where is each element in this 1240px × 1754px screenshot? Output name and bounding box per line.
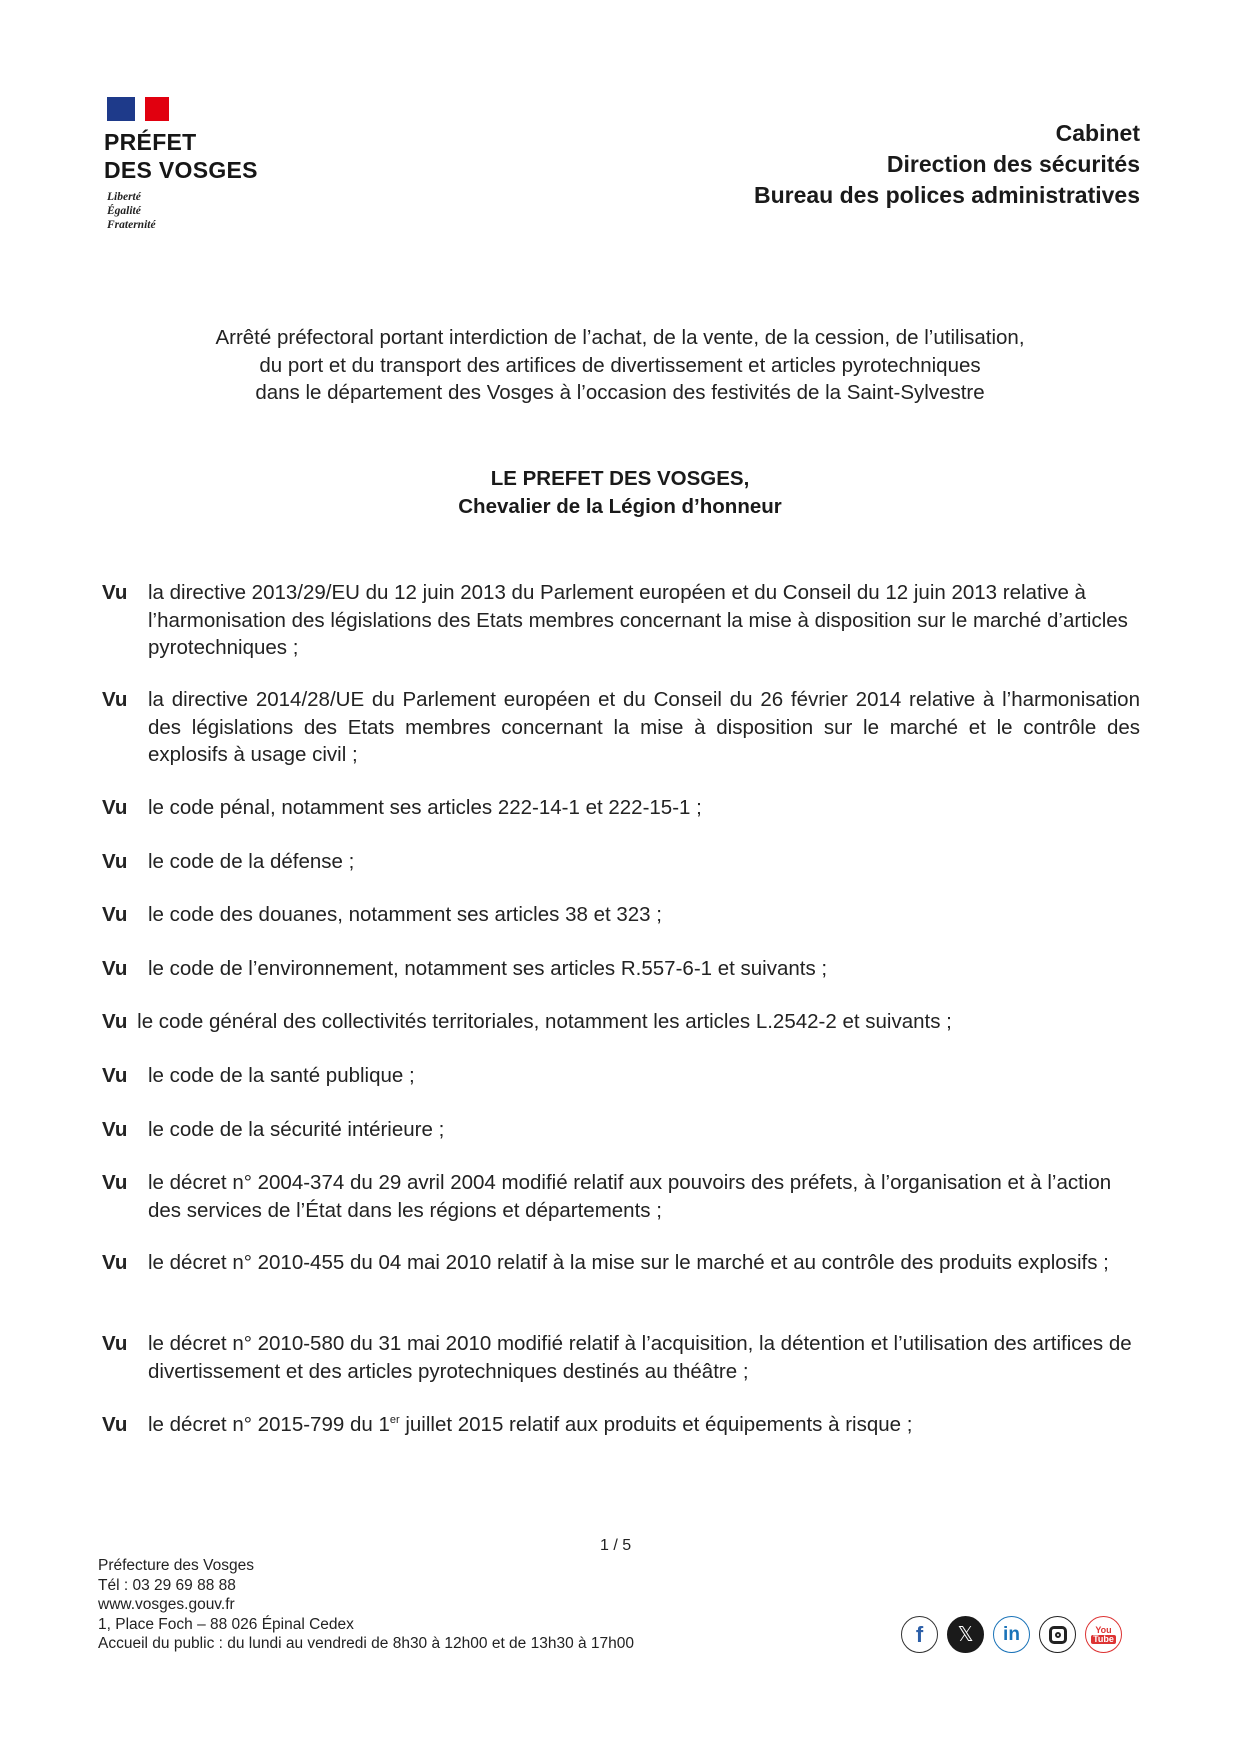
vu-label: Vu [102, 1332, 128, 1355]
consideration-item [102, 1249, 1140, 1277]
consideration-item [102, 1330, 1140, 1385]
title-line-1: Arrêté préfectoral portant interdiction de l’achat, de la vente, de la cession, de l’utilisation, [215, 326, 1025, 349]
consideration-text: le décret n° 2010-580 du 31 mai 2010 modifié relatif à l’acquisition, la détention et l’utilisation des artifices de divertissement et des articles pyrotechniques destinés au théâtre ; [148, 1332, 1132, 1383]
vu-label: Vu [102, 688, 128, 711]
vu-label: Vu [102, 796, 128, 819]
consideration-item [102, 794, 1140, 822]
linkedin-icon[interactable]: in [993, 1616, 1030, 1653]
consideration-item [102, 955, 1140, 983]
instagram-icon[interactable] [1039, 1616, 1076, 1653]
vu-label: Vu [102, 581, 128, 604]
consideration-item [102, 1116, 1140, 1144]
youtube-you: You [1095, 1624, 1112, 1635]
vu-label: Vu [102, 1064, 128, 1087]
consideration-text: la directive 2014/28/UE du Parlement européen et du Conseil du 26 février 2014 relative à l’harmonisation des législations des Etats membres concernant la mise à disposition sur le marché et le contrôle des explosifs à usage civil ; [148, 688, 1140, 766]
flag-red-band [145, 97, 169, 121]
consideration-text: le décret n° 2004-374 du 29 avril 2004 modifié relatif aux pouvoirs des préfets, à l’organisation et à l’action des services de l’État dans les régions et départements ; [148, 1171, 1112, 1222]
title-line-3: dans le département des Vosges à l’occasion des festivités de la Saint-Sylvestre [255, 381, 985, 404]
x-twitter-icon[interactable]: 𝕏 [947, 1616, 984, 1653]
consideration-text: le décret n° 2010-455 du 04 mai 2010 relatif à la mise sur le marché et au contrôle des produits explosifs ; [148, 1251, 1109, 1274]
vu-label: Vu [102, 1010, 128, 1033]
flag-white-band [135, 97, 145, 121]
consideration-item [102, 848, 1140, 876]
consideration-text [148, 1411, 1140, 1439]
consideration-item [102, 1008, 1140, 1036]
service-bureau: Bureau des polices administratives [753, 182, 1140, 208]
consideration-text-before: le décret n° 2015-799 du 1 [148, 1413, 390, 1436]
motto-fraternite: Fraternité [107, 219, 156, 231]
footer-opening-hours: Accueil du public : du lundi au vendredi de 8h30 à 12h00 et de 13h30 à 17h00 [98, 1635, 635, 1652]
flag-blue-band [107, 97, 135, 121]
service-cabinet: Cabinet [1055, 120, 1140, 146]
consideration-item [102, 1169, 1140, 1224]
consideration-item [102, 579, 1140, 662]
marianne-logo-flag-icon [107, 97, 169, 121]
issuing-service [754, 118, 1140, 211]
consideration-text: le code de la sécurité intérieure ; [148, 1118, 445, 1141]
ordinal-superscript: er [389, 1414, 400, 1427]
prefect-name: LE PREFET DES VOSGES, [490, 467, 750, 490]
consideration-text: la directive 2013/29/EU du 12 juin 2013 du Parlement européen et du Conseil du 12 juin 2013 relative à l’harmonisation des législations des Etats membres concernant la mise à disposition sur le marché d’articles pyrotechniques ; [148, 581, 1128, 659]
vu-label: Vu [102, 1251, 128, 1274]
service-direction: Direction des sécurités [886, 151, 1140, 177]
footer-website-link[interactable]: www.vosges.gouv.fr [98, 1596, 235, 1613]
consideration-item [102, 901, 1140, 929]
consideration-item [102, 686, 1140, 769]
prefect-distinction: Chevalier de la Légion d’honneur [458, 495, 782, 518]
republic-motto [107, 190, 156, 232]
prefecture-logo-title [104, 128, 258, 184]
motto-egalite: Égalité [107, 205, 141, 217]
vu-label: Vu [102, 1171, 128, 1194]
footer-office: Préfecture des Vosges [98, 1557, 254, 1574]
vu-label: Vu [102, 850, 128, 873]
consideration-text: le code des douanes, notamment ses articles 38 et 323 ; [148, 903, 662, 926]
title-line-2: du port et du transport des artifices de divertissement et articles pyrotechniques [259, 353, 981, 377]
facebook-icon[interactable]: f [901, 1616, 938, 1653]
camera-glyph [1049, 1626, 1067, 1644]
vu-label: Vu [102, 1118, 128, 1141]
consideration-text: le code pénal, notamment ses articles 222-14-1 et 222-15-1 ; [148, 796, 702, 819]
consideration-text: le code général des collectivités territoriales, notamment les articles L.2542-2 et suivants ; [137, 1010, 952, 1033]
decree-title [0, 324, 1240, 407]
youtube-tube: Tube [1093, 1633, 1114, 1644]
motto-liberte: Liberté [107, 191, 141, 203]
youtube-icon[interactable] [1085, 1616, 1122, 1653]
prefect-heading [0, 465, 1240, 521]
vu-label: Vu [102, 903, 128, 926]
consideration-text: le code de la défense ; [148, 850, 355, 873]
footer-phone: Tél : 03 29 69 88 88 [98, 1576, 236, 1594]
consideration-text: le code de l’environnement, notamment ses articles R.557-6-1 et suivants ; [148, 957, 828, 980]
vu-label: Vu [102, 1413, 128, 1436]
consideration-item [102, 1062, 1140, 1090]
social-links [901, 1616, 1122, 1653]
footer-contact [98, 1556, 634, 1654]
consideration-item [102, 1411, 1140, 1439]
consideration-text-after: juillet 2015 relatif aux produits et équipements à risque ; [399, 1413, 913, 1436]
logo-line-1: PRÉFET [104, 129, 197, 155]
footer-address: 1, Place Foch – 88 026 Épinal Cedex [98, 1615, 354, 1633]
consideration-text: le code de la santé publique ; [148, 1064, 415, 1087]
page-number: 1 / 5 [600, 1537, 632, 1554]
vu-label: Vu [102, 957, 128, 980]
logo-line-2: DES VOSGES [104, 157, 258, 183]
